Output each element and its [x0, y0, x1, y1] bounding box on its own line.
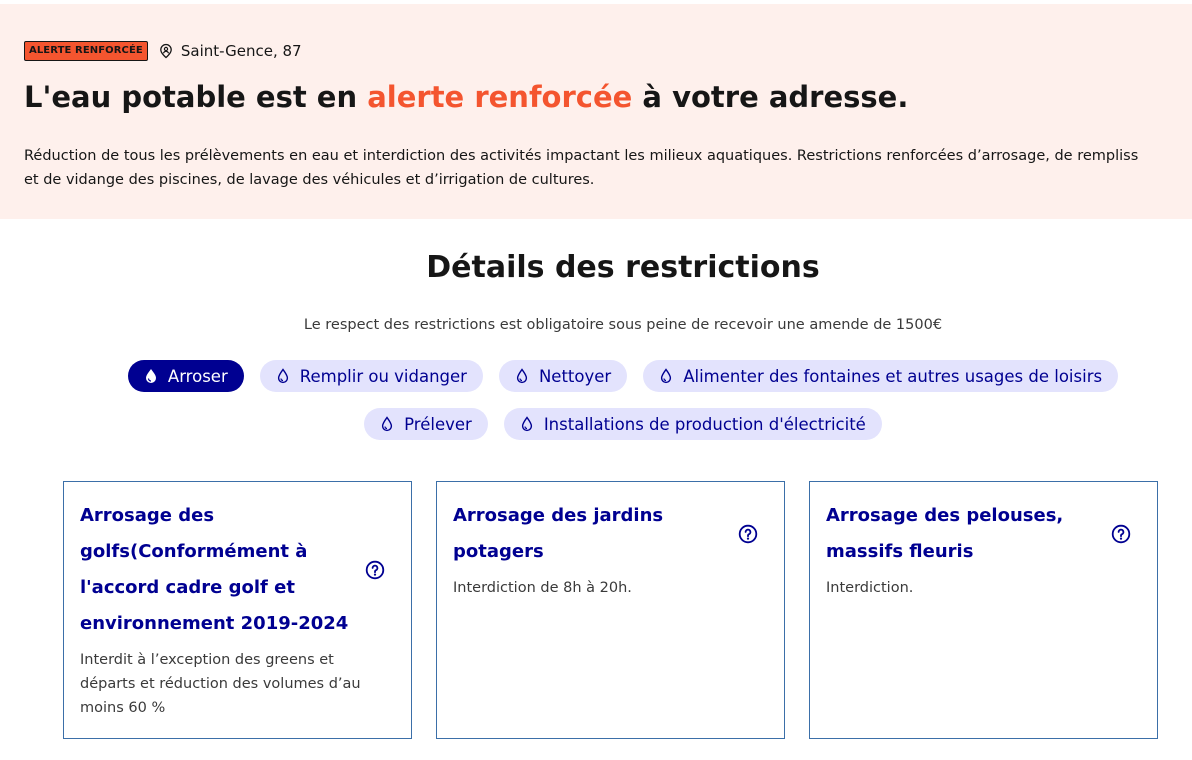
- question-circle-icon[interactable]: [1111, 524, 1131, 544]
- tab-arroser[interactable]: [128, 360, 244, 392]
- water-drop-icon: [144, 368, 158, 384]
- card-text: Interdit à l’exception des greens et départs et réduction des volumes d’au moins 60 %: [80, 652, 361, 716]
- badge-row: [24, 41, 302, 61]
- restriction-card-pelouses: [809, 481, 1158, 739]
- water-drop-icon: [276, 368, 290, 384]
- water-drop-icon: [515, 368, 529, 384]
- water-drop-icon: [659, 368, 673, 384]
- tabs-row-2: [0, 408, 1192, 440]
- alert-description: [24, 144, 1192, 192]
- tab-nettoyer[interactable]: [499, 360, 627, 392]
- question-circle-icon[interactable]: [738, 524, 758, 544]
- card-title: Arrosage des pelouses, massifs fleuris: [826, 505, 1064, 562]
- tab-alimenter-fontaines[interactable]: [643, 360, 1118, 392]
- fine-notice: Le respect des restrictions est obligatoire sous peine de recevoir une amende de 1500€: [303, 317, 943, 333]
- tab-label: Arroser: [167, 366, 228, 386]
- tab-label: Remplir ou vidanger: [299, 366, 467, 386]
- card-title: Arrosage des jardins potagers: [453, 505, 664, 562]
- tab-remplir-ou-vidanger[interactable]: [260, 360, 483, 392]
- restriction-card-golfs: [63, 481, 412, 739]
- water-drop-icon: [520, 416, 534, 432]
- restriction-card-jardins-potagers: [436, 481, 785, 739]
- card-text: Interdiction.: [826, 580, 914, 596]
- restriction-cards: [63, 481, 1158, 739]
- tab-label: Installations de production d'électricité: [543, 414, 866, 434]
- alert-level-badge: ALERTE RENFORCÉE: [24, 41, 148, 61]
- description-line-1: Réduction de tous les prélèvements en eau et interdiction des activités impactant les milieux aquatiques. Restrictions renforcées d’arrosage, de rempliss: [24, 148, 1139, 164]
- location-label: Saint-Gence, 87: [180, 42, 302, 60]
- question-circle-icon[interactable]: [365, 560, 385, 580]
- card-title: Arrosage des golfs(Conformément à l'accord cadre golf et environnement 2019-2024: [80, 505, 349, 634]
- tabs-row-1: [0, 360, 1192, 392]
- tab-prelever[interactable]: [364, 408, 488, 440]
- restrictions-title: Détails des restrictions: [426, 250, 820, 285]
- alert-headline: [24, 80, 908, 114]
- description-line-2: et de vidange des piscines, de lavage des véhicules et d’irrigation de cultures.: [24, 172, 595, 188]
- tab-label: Prélever: [404, 414, 472, 434]
- headline-end: à votre adresse.: [632, 80, 909, 114]
- tab-installations-electricite[interactable]: [504, 408, 882, 440]
- water-drop-icon: [380, 416, 394, 432]
- tab-label: Alimenter des fontaines et autres usages de loisirs: [683, 366, 1103, 386]
- map-pin-icon: [158, 43, 174, 59]
- headline-start: L'eau potable est en: [24, 80, 368, 114]
- tab-label: Nettoyer: [538, 366, 612, 386]
- card-text: Interdiction de 8h à 20h.: [453, 580, 632, 596]
- headline-accent: alerte renforcée: [367, 80, 633, 114]
- alert-banner: [0, 4, 1192, 219]
